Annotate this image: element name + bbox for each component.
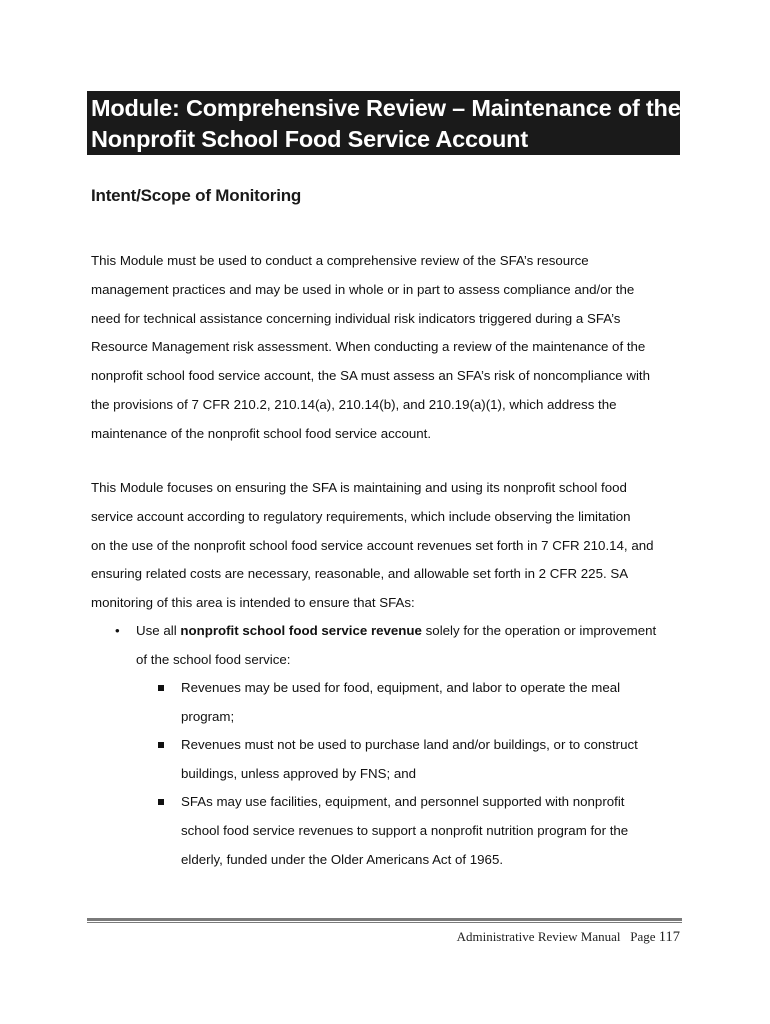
manual-name: Administrative Review Manual [456, 929, 621, 944]
page-number: 117 [658, 929, 680, 945]
square-bullet-icon [158, 742, 164, 748]
paragraph-line: management practices and may be used in whole or in part to assess compliance and/or the [91, 281, 635, 297]
bullet-text [136, 617, 656, 675]
sub-item-line: school food service revenues to support a nonprofit nutrition program for the [181, 822, 629, 838]
square-bullet-icon [158, 685, 164, 691]
sub-item-line: SFAs may use facilities, equipment, and personnel supported with nonprofit [181, 794, 625, 809]
bullet-bold-term: nonprofit school food service revenue [180, 623, 422, 638]
page-footer [457, 929, 680, 946]
paragraph-line: monitoring of this area is intended to ensure that SFAs: [91, 595, 415, 611]
sub-item-line: elderly, funded under the Older Americans Act of 1965. [181, 851, 504, 867]
paragraph-line: the provisions of 7 CFR 210.2, 210.14(a), 210.14(b), and 210.19(a)(1), which address the [91, 396, 617, 412]
paragraph-line: need for technical assistance concerning individual risk indicators triggered during a SFA’s [91, 310, 621, 326]
intro-paragraph [91, 247, 691, 449]
sub-item-text [181, 674, 620, 732]
footer-divider-thin [87, 922, 682, 923]
footer-divider [87, 918, 682, 921]
sub-item-text [181, 788, 628, 874]
paragraph-line: Resource Management risk assessment. When conducting a review of the maintenance of the [91, 339, 646, 355]
section-heading: Intent/Scope of Monitoring [91, 186, 302, 205]
bullet-suffix: solely for the operation or improvement [421, 623, 657, 638]
bullet-line-1 [136, 617, 656, 646]
paragraph-line: This Module must be used to conduct a comprehensive review of the SFA’s resource [91, 253, 589, 268]
square-bullet-icon [158, 799, 164, 805]
paragraph-line: on the use of the nonprofit school food service account revenues set forth in 7 CFR 210.14, and [91, 537, 654, 553]
bullet-marker: • [115, 623, 120, 638]
paragraph-line: service account according to regulatory requirements, which include observing the limitation [91, 508, 631, 524]
module-title-banner [87, 91, 680, 155]
bullet-line-2: of the school food service: [136, 651, 291, 667]
sub-item-line: Revenues may be used for food, equipment, and labor to operate the meal [181, 680, 621, 695]
sub-item-line: Revenues must not be used to purchase land and/or buildings, or to construct [181, 737, 638, 752]
paragraph-line: maintenance of the nonprofit school food service account. [91, 425, 432, 441]
paragraph-line: This Module focuses on ensuring the SFA is maintaining and using its nonprofit school food [91, 480, 627, 495]
bullet-prefix: Use all [136, 623, 181, 638]
paragraph-line: nonprofit school food service account, the SA must assess an SFA’s risk of noncompliance with [91, 368, 651, 384]
sub-item-line: buildings, unless approved by FNS; and [181, 765, 417, 781]
focus-paragraph [91, 474, 691, 618]
module-title-line-1: Module: Comprehensive Review – Maintenance of the [91, 95, 681, 121]
module-title-line-2: Nonprofit School Food Service Account [91, 126, 528, 152]
page-label: Page [630, 929, 656, 944]
sub-item-line: program; [181, 708, 235, 724]
paragraph-line: ensuring related costs are necessary, reasonable, and allowable set forth in 2 CFR 225. SA [91, 566, 629, 582]
sub-item-text [181, 731, 638, 789]
